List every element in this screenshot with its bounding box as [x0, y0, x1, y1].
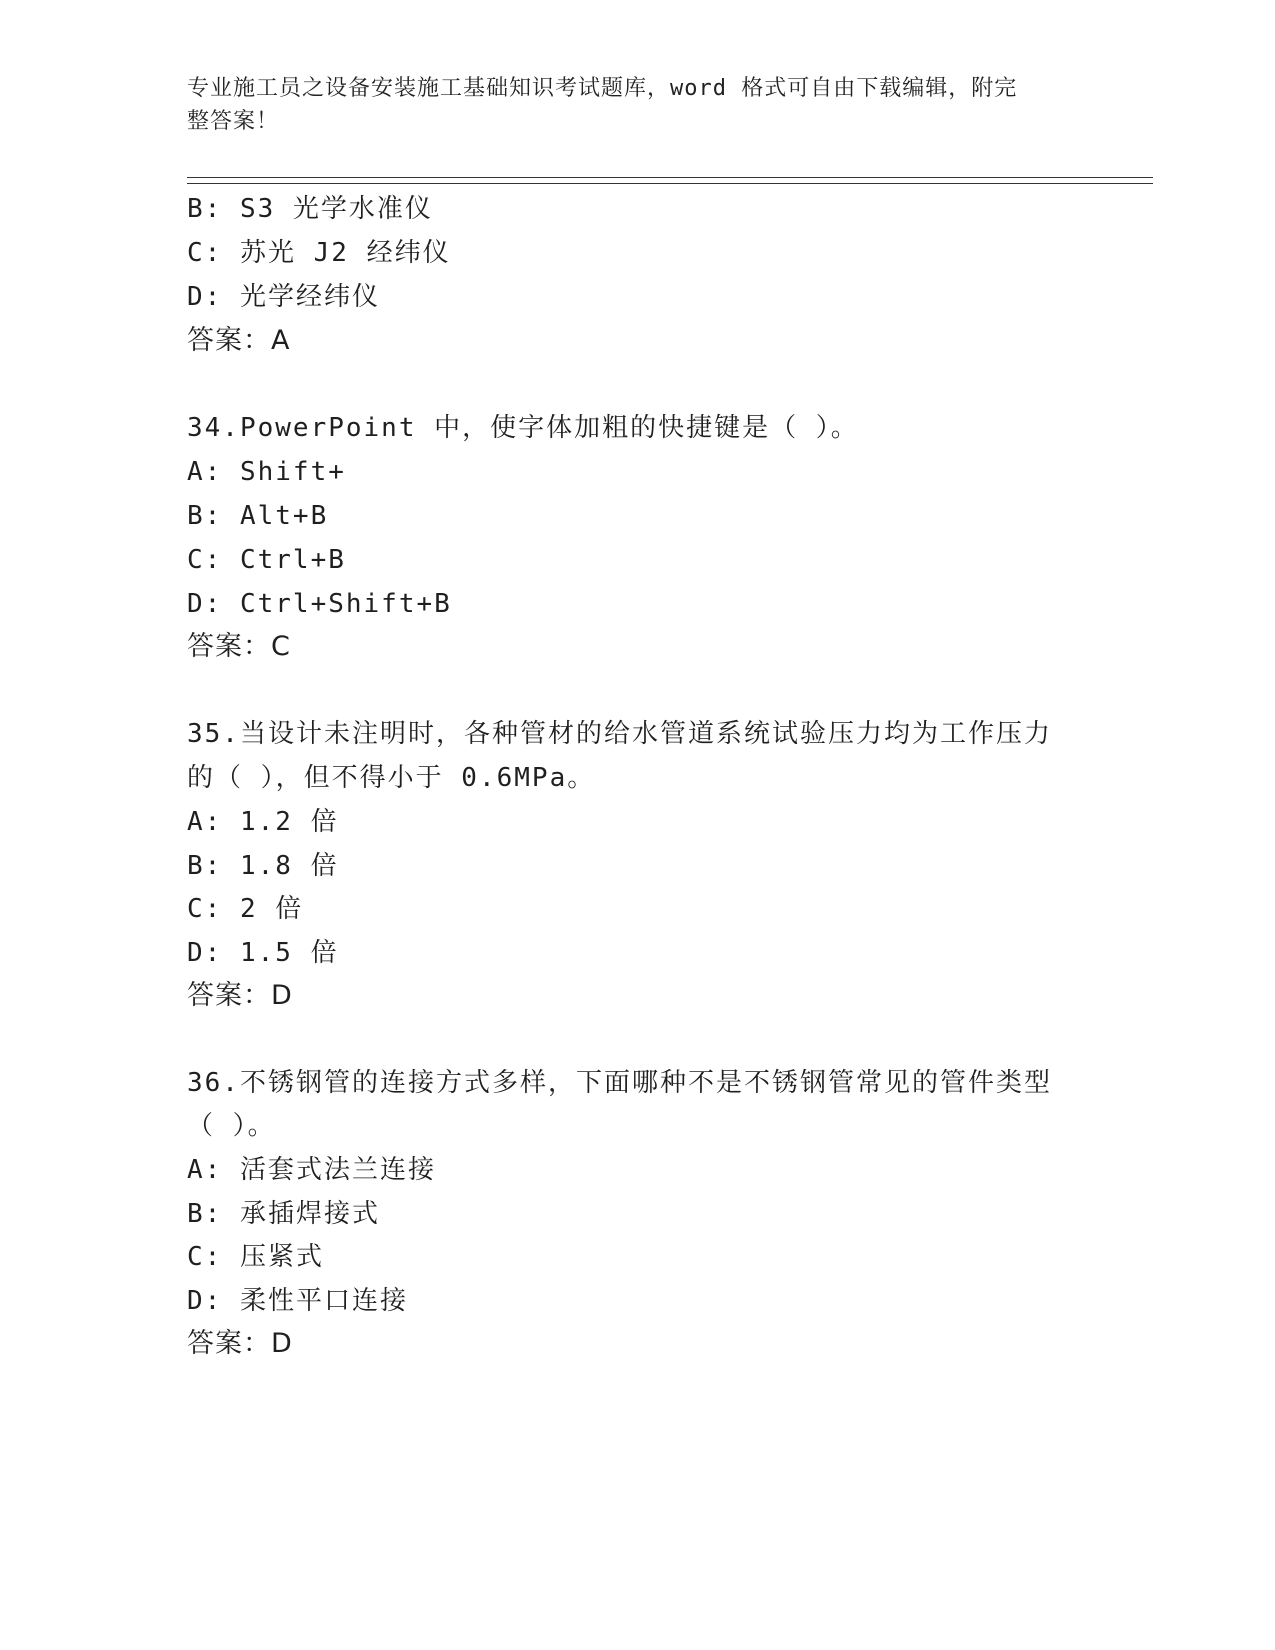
q35-option-c: C: 2 倍 — [187, 894, 304, 924]
q36-answer: 答案：D — [187, 1328, 293, 1359]
header-divider-top — [187, 177, 1153, 178]
q33-option-d: D: 光学经纬仪 — [187, 282, 380, 312]
q35-answer: 答案：D — [187, 980, 293, 1011]
q35-question-line-2: 的（ ），但不得小于 0.6MPa。 — [187, 763, 596, 793]
q36-question-line-1: 36.不锈钢管的连接方式多样，下面哪种不是不锈钢管常见的管件类型 — [187, 1068, 1052, 1098]
q36-option-d: D: 柔性平口连接 — [187, 1286, 408, 1316]
q33-option-b: B: S3 光学水准仪 — [187, 194, 433, 224]
q33-option-c: C: 苏光 J2 经纬仪 — [187, 238, 451, 268]
header-line-2: 整答案！ — [187, 109, 280, 134]
q34-option-c: C: Ctrl+B — [187, 545, 346, 575]
q35-option-a: A: 1.2 倍 — [187, 807, 339, 837]
q33-answer: 答案：A — [187, 325, 291, 356]
q34-question: 34.PowerPoint 中，使字体加粗的快捷键是（ ）。 — [187, 413, 859, 443]
q34-option-a: A: Shift+ — [187, 457, 346, 487]
q36-question-line-2: （ ）。 — [187, 1111, 276, 1141]
q36-option-c: C: 压紧式 — [187, 1242, 324, 1272]
q36-option-a: A: 活套式法兰连接 — [187, 1155, 436, 1185]
header-divider-bottom — [187, 183, 1153, 184]
q34-answer: 答案：C — [187, 631, 291, 662]
q35-question-line-1: 35.当设计未注明时，各种管材的给水管道系统试验压力均为工作压力 — [187, 719, 1052, 749]
q34-option-d: D: Ctrl+Shift+B — [187, 589, 452, 619]
q35-option-b: B: 1.8 倍 — [187, 851, 339, 881]
q34-option-b: B: Alt+B — [187, 501, 329, 531]
document-header — [187, 72, 1067, 138]
q35-option-d: D: 1.5 倍 — [187, 938, 339, 968]
q36-option-b: B: 承插焊接式 — [187, 1199, 380, 1229]
header-line-1: 专业施工员之设备安装施工基础知识考试题库，word 格式可自由下载编辑，附完 — [187, 76, 1018, 101]
